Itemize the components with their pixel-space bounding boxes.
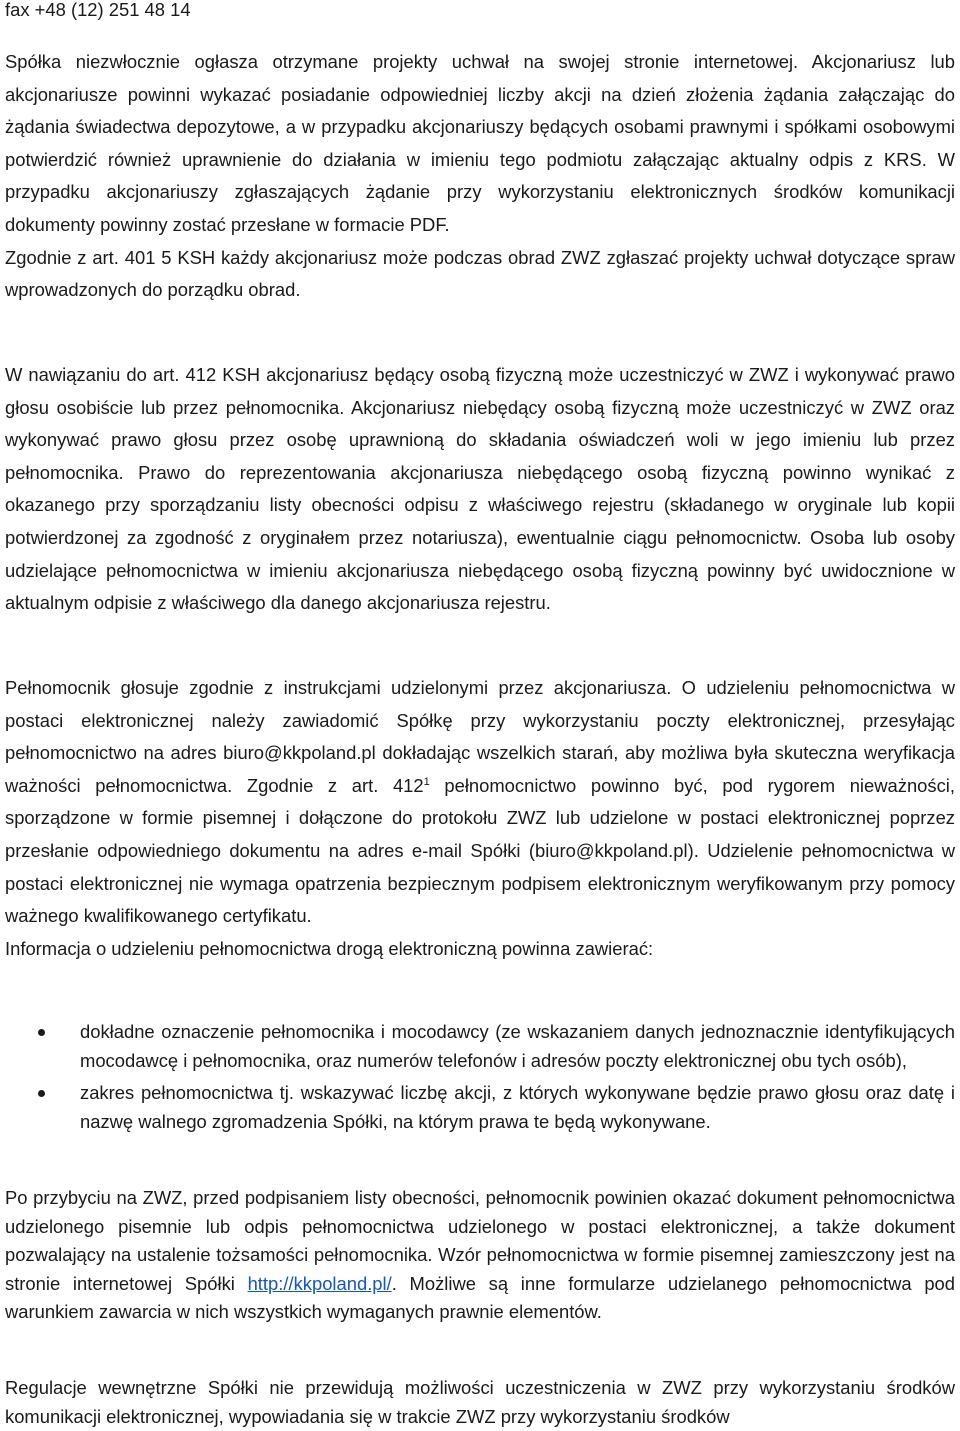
- list-item: [5, 1018, 955, 1075]
- paragraph-art-401: Zgodnie z art. 401 5 KSH każdy akcjonariusz może podczas obrad ZWZ zgłaszać projekty uchwał dotyczące spraw wprowadzonych do porządku obrad.: [5, 246, 955, 301]
- paragraph-proxy-info-intro: Informacja o udzieleniu pełnomocnictwa drogą elektroniczną powinna zawierać:: [5, 937, 654, 959]
- section-internal-regulations: [5, 1374, 955, 1431]
- section-resolutions: [5, 46, 955, 307]
- list-item: [5, 1079, 955, 1136]
- list-item-text: zakres pełnomocnictwa tj. wskazywać liczbę akcji, z których wykonywane będzie prawo głosu oraz datę i nazwę walnego zgromadzenia Spółki, na którym prawa te będą wykonywane.: [80, 1082, 955, 1132]
- proxy-text-part-2: pełnomocnictwo powinno być, pod rygorem nieważności, sporządzone w formie pisemnej i dołączone do protokołu ZWZ lub udzielone w postaci elektronicznej poprzez przesłanie odpowiedniego dokumentu na adres e-mail Spółki (biuro@kkpoland.pl). Udzielenie pełnomocnictwa w postaci elektronicznej nie wymaga opatrzenia bezpiecznym podpisem elektronicznym weryfikowanym przy pomocy ważnego kwalifikowanego certyfikatu.: [5, 774, 955, 927]
- article-superscript: 1: [423, 775, 430, 788]
- section-proxy: [5, 672, 955, 965]
- section-arrival: [5, 1184, 955, 1327]
- bullet-icon: [38, 1090, 45, 1097]
- bullet-icon: [38, 1029, 45, 1036]
- paragraph-resolutions-publication: Spółka niezwłocznie ogłasza otrzymane projekty uchwał na swojej stronie internetowej. Akcjonariusz lub akcjonariusze powinni wykazać posiadanie odpowiedniej liczby akcji na dzień złożenia żądania załączając do żądania świadectwa depozytowe, a w przypadku akcjonariuszy będących osobami prawnymi i spółkami osobowymi potwierdzić również uprawnienie do działania w imieniu tego podmiotu załączając aktualny odpis z KRS. W przypadku akcjonariuszy zgłaszających żądanie przy wykorzystaniu elektronicznych środków komunikacji dokumenty powinny zostać przesłane w formacie PDF.: [5, 51, 955, 235]
- paragraph-arrival: [5, 1184, 955, 1327]
- proxy-text-part-1: Pełnomocnik głosuje zgodnie z instrukcjami udzielonymi przez akcjonariusza. O udzieleniu pełnomocnictwa w postaci elektronicznej należy zawiadomić Spółkę przy wykorzystaniu poczty elektronicznej, przesyłając pełnomocnictwo na adres biuro@kkpoland.pl dokładając wszelkich starań, aby możliwa była skuteczna weryfikacja ważności pełnomocnictwa. Zgodnie z art. 412: [5, 677, 955, 796]
- paragraph-art-412: W nawiązaniu do art. 412 KSH akcjonariusz będący osobą fizyczną może uczestniczyć w ZWZ i wykonywać prawo głosu osobiście lub przez pełnomocnika. Akcjonariusz niebędący osobą fizyczną może uczestniczyć w ZWZ oraz wykonywać prawo głosu przez osobę uprawnioną do składania oświadczeń woli w jego imieniu lub przez pełnomocnika. Prawo do reprezentowania akcjonariusza niebędącego osobą fizyczną powinno wynikać z okazanego przy sporządzaniu listy obecności odpisu z właściwego rejestru (składanego w oryginale lub kopii potwierdzonej za zgodność z oryginałem przez notariusza), ewentualnie ciągu pełnomocnictw. Osoba lub osoby udzielające pełnomocnictwa w imieniu akcjonariusza niebędącego osobą fizyczną powinny być uwidocznione w aktualnym odpisie z właściwego dla danego akcjonariusza rejestru.: [5, 364, 955, 614]
- section-participation: [5, 359, 955, 620]
- proxy-info-list: [5, 1018, 955, 1140]
- paragraph-proxy-voting: [5, 672, 955, 933]
- paragraph-internal-regulations: Regulacje wewnętrzne Spółki nie przewidują możliwości uczestniczenia w ZWZ przy wykorzystaniu środków komunikacji elektronicznej, wypowiadania się w trakcie ZWZ przy wykorzystaniu środków: [5, 1377, 955, 1427]
- company-website-link[interactable]: http://kkpoland.pl/: [247, 1272, 392, 1294]
- arrival-text-part-1: Po przybyciu na ZWZ, przed podpisaniem listy obecności, pełnomocnik powinien okazać dokument pełnomocnictwa udzielonego pisemnie lub odpis pełnomocnictwa udzielonego w postaci elektronicznej, a także dokument pozwalający na ustalenie tożsamości pełnomocnika. Wzór pełnomocnictwa w formie pisemnej zamieszczony jest na stronie internetowej Spółki: [5, 1187, 955, 1294]
- arrival-text-part-2: . Możliwe są inne formularze udzielanego pełnomocnictwa pod warunkiem zawarcia w nich wszystkich wymaganych prawnie elementów.: [5, 1272, 956, 1322]
- list-item-text: dokładne oznaczenie pełnomocnika i mocodawcy (ze wskazaniem danych jednoznacznie identyfikujących mocodawcę i pełnomocnika, oraz numerów telefonów i adresów poczty elektronicznej obu tych osób),: [80, 1021, 955, 1071]
- fax-number: fax +48 (12) 251 48 14: [5, 0, 191, 20]
